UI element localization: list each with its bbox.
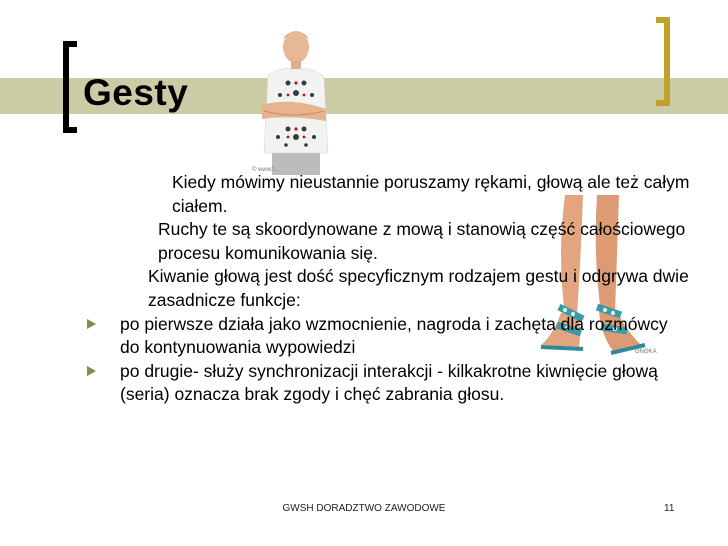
man-arms-crossed-photo	[250, 25, 334, 175]
man-photo-copyright: © www.f...	[252, 167, 280, 173]
left-bracket-decoration	[63, 41, 77, 133]
paragraph-2: Ruchy te są skoordynowane z mową i stanowią część całościowego procesu komunikowania się.	[158, 219, 686, 263]
footer-text: GWSH DORADZTWO ZAWODOWE	[282, 503, 446, 514]
paragraph-3: Kiwanie głową jest dość specyficznym rodzajem gestu i odgrywa dwie zasadnicze funkcje:	[148, 266, 689, 310]
legs-photo-watermark: ΘNΘKA	[635, 349, 657, 355]
paragraph-1: Kiedy mówimy nieustannie poruszamy rękami, głową ale też całym ciałem.	[172, 172, 690, 216]
bullet-text-1: po pierwsze działa jako wzmocnienie, nagroda i zachęta dla rozmówcy do kontynuowania wypowiedzi	[120, 313, 668, 358]
bullet-marker	[87, 319, 96, 329]
bullet-marker	[87, 366, 96, 376]
page-number: 11	[664, 503, 675, 514]
right-bracket-decoration	[656, 17, 670, 106]
slide-body	[120, 171, 690, 407]
bullet-item	[120, 313, 690, 360]
bullet-item	[120, 360, 690, 407]
bullet-text-2: po drugie- służy synchronizacji interakcji - kilkakrotne kiwnięcie głową (seria) oznacza brak zgody i chęć zabrania głosu.	[120, 360, 658, 405]
slide-title: Gesty	[83, 72, 189, 113]
